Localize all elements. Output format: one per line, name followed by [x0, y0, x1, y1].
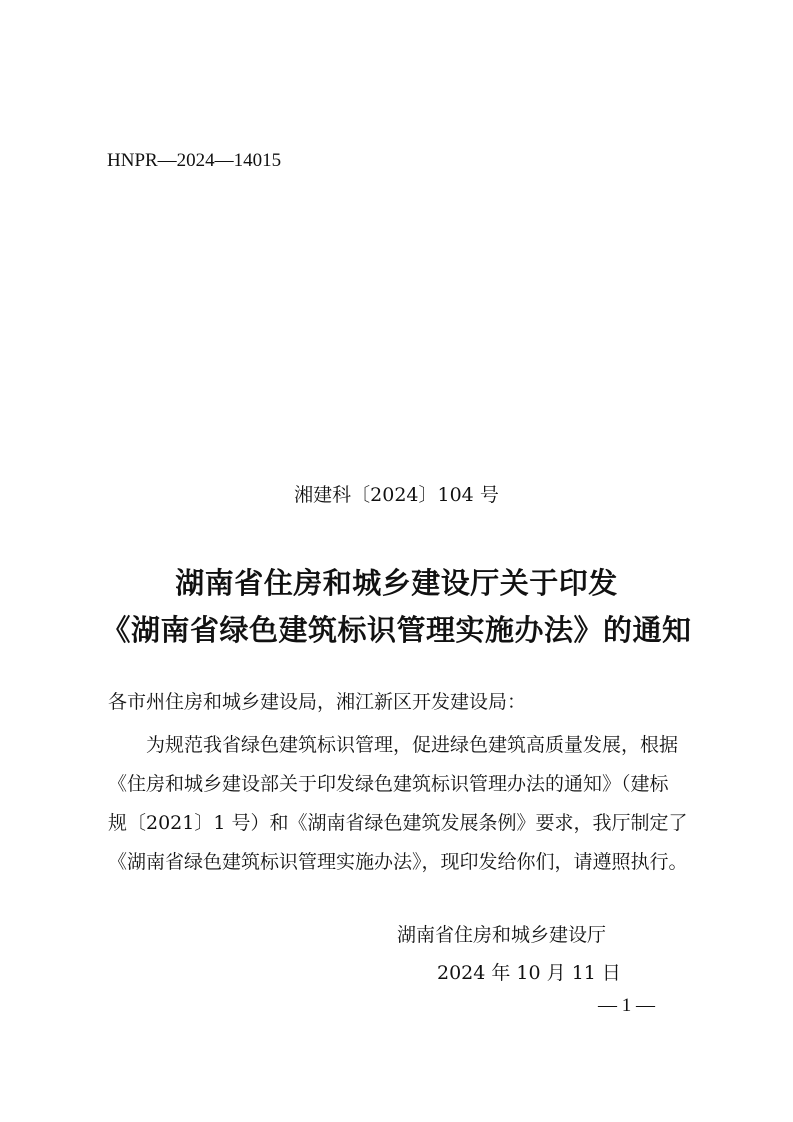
issuer-signature: 湖南省住房和城乡建设厅	[397, 924, 607, 946]
document-number: 湘建科〔2024〕104 号	[294, 484, 499, 506]
body-line-3: 规〔2021〕1 号）和《湖南省绿色建筑发展条例》要求，我厅制定了	[108, 812, 688, 834]
salutation: 各市州住房和城乡建设局，湘江新区开发建设局：	[108, 691, 527, 713]
document-title-line-2: 《湖南省绿色建筑标识管理实施办法》的通知	[101, 613, 692, 647]
registration-number: HNPR—2024—14015	[107, 150, 282, 171]
issue-date: 2024 年 10 月 11 日	[437, 962, 621, 984]
document-title-line-1: 湖南省住房和城乡建设厅关于印发	[175, 566, 618, 600]
body-line-1: 为规范我省绿色建筑标识管理，促进绿色建筑高质量发展，根据	[108, 734, 679, 756]
body-line-4: 《湖南省绿色建筑标识管理实施办法》，现印发给你们，请遵照执行。	[108, 851, 688, 873]
page-number: — 1 —	[598, 995, 655, 1016]
body-line-2: 《住房和城乡建设部关于印发绿色建筑标识管理办法的通知》（建标	[108, 773, 669, 795]
